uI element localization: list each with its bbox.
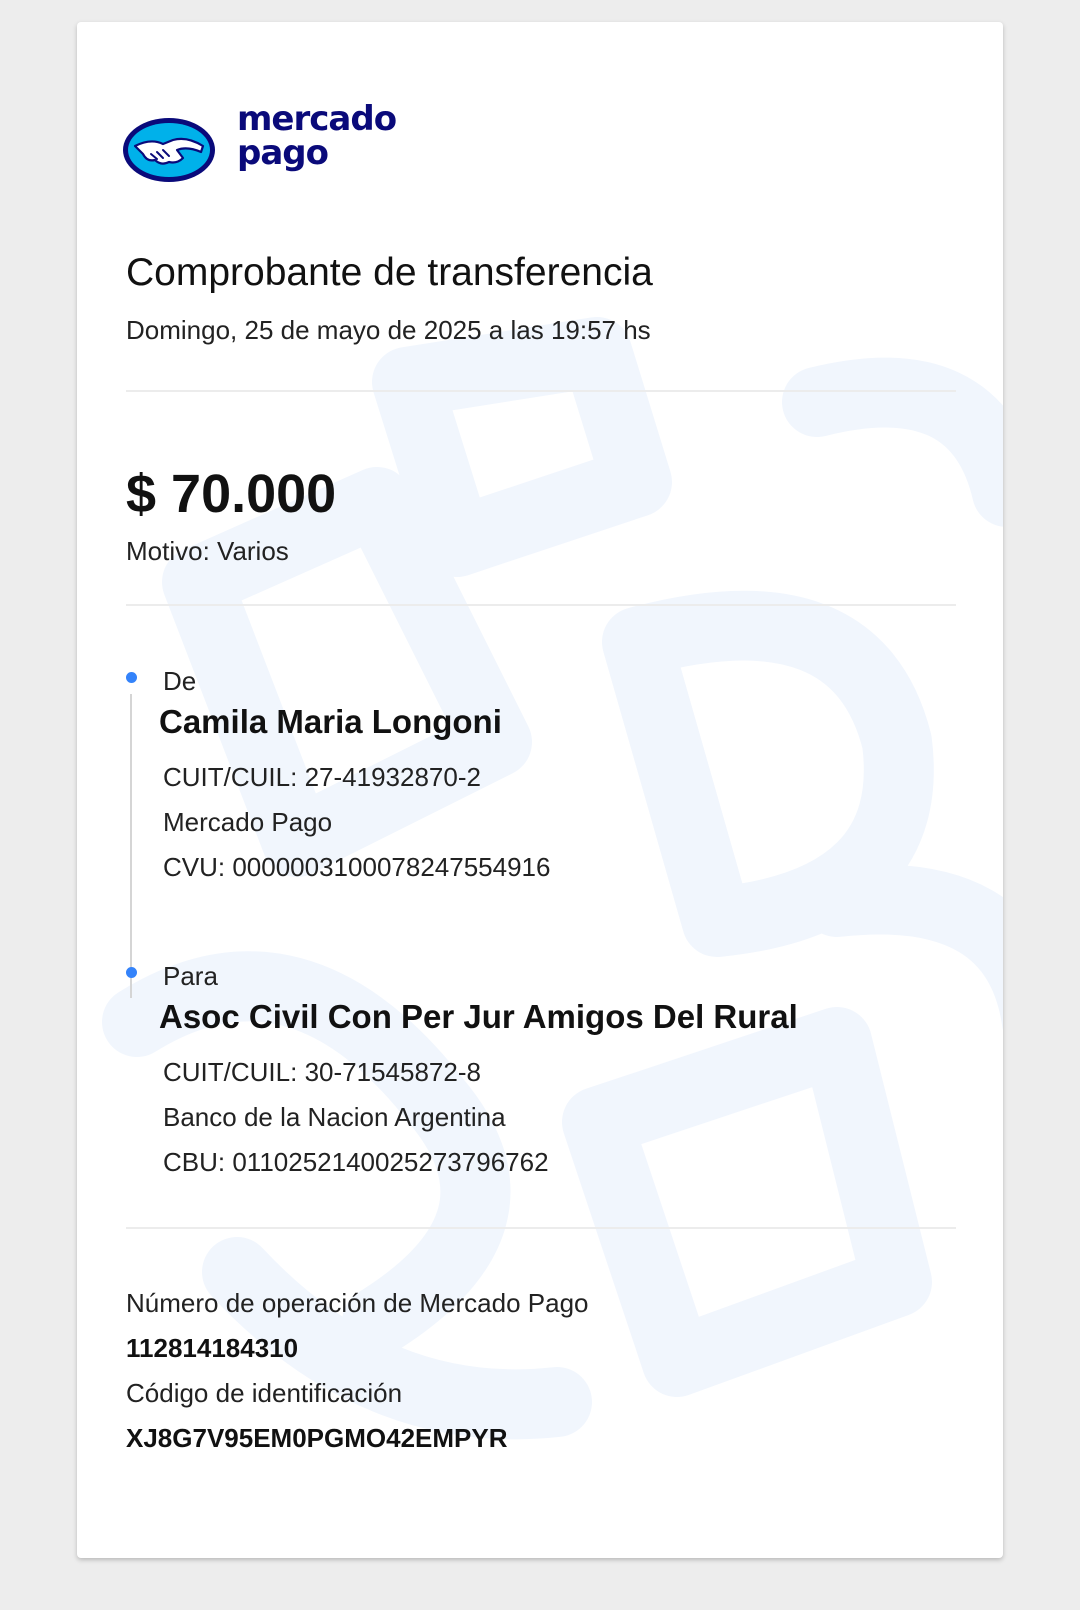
to-tax-id: CUIT/CUIL: 30-71545872-8 bbox=[163, 1057, 481, 1087]
identification-code-value: XJ8G7V95EM0PGMO42EMPYR bbox=[126, 1423, 508, 1453]
logo-line2: pago bbox=[237, 133, 328, 173]
transfer-reason: Motivo: Varios bbox=[126, 536, 289, 566]
timeline-line bbox=[130, 694, 132, 998]
divider bbox=[126, 1227, 956, 1229]
divider bbox=[126, 604, 956, 606]
from-account: CVU: 0000003100078247554916 bbox=[163, 852, 551, 882]
handshake-icon bbox=[123, 118, 215, 182]
operation-number-label: Número de operación de Mercado Pago bbox=[126, 1288, 589, 1318]
identification-code-label: Código de identificación bbox=[126, 1378, 403, 1408]
divider bbox=[126, 390, 956, 392]
timeline-dot-to bbox=[126, 967, 137, 978]
from-name: Camila Maria Longoni bbox=[159, 703, 502, 740]
transfer-date: Domingo, 25 de mayo de 2025 a las 19:57 hs bbox=[126, 315, 651, 345]
timeline-dot-from bbox=[126, 672, 137, 683]
from-tax-id: CUIT/CUIL: 27-41932870-2 bbox=[163, 762, 481, 792]
operation-number-value: 112814184310 bbox=[126, 1333, 299, 1363]
to-label: Para bbox=[163, 961, 218, 991]
to-name: Asoc Civil Con Per Jur Amigos Del Rural bbox=[159, 998, 798, 1035]
logo-line1: mercado bbox=[237, 99, 397, 139]
receipt-card bbox=[77, 22, 1003, 1558]
logo-wordmark bbox=[237, 99, 397, 173]
page-title: Comprobante de transferencia bbox=[126, 251, 653, 294]
from-institution: Mercado Pago bbox=[163, 807, 333, 837]
to-institution: Banco de la Nacion Argentina bbox=[163, 1102, 506, 1132]
transfer-amount: $ 70.000 bbox=[126, 464, 337, 524]
from-label: De bbox=[163, 666, 197, 696]
to-account: CBU: 0110252140025273796762 bbox=[163, 1147, 549, 1177]
